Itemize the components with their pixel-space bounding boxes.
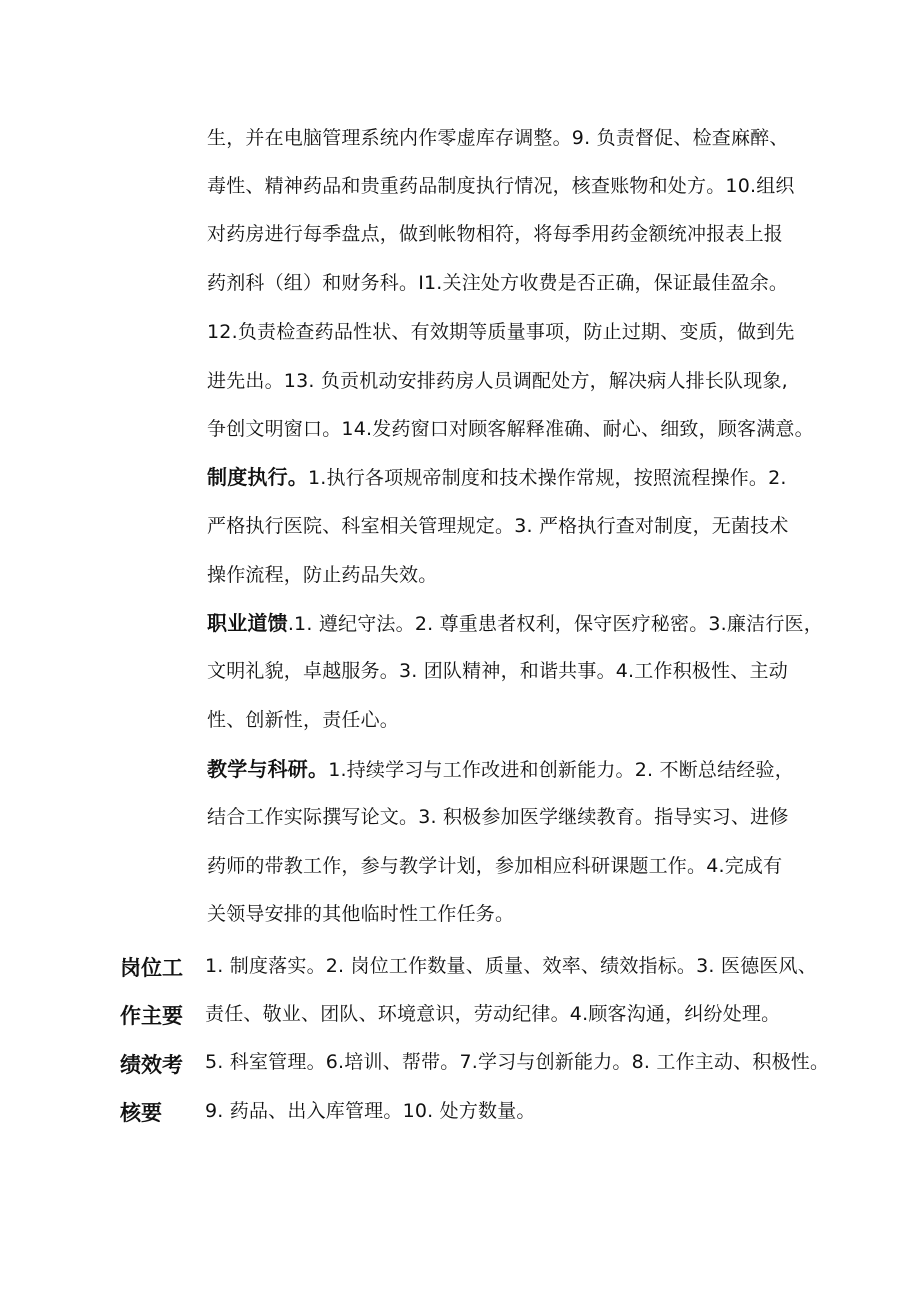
- teaching-research-line-3: 药师的带教工作，参与教学计划，参加相应科研课题工作。4.完成有: [207, 855, 783, 877]
- professional-ethics-heading: 职业道馈: [207, 611, 288, 635]
- professional-ethics-line-3: 性、创新性，责任心。: [207, 709, 400, 731]
- performance-line-4: 9. 药品、出入库管理。10. 处方数量。: [205, 1100, 536, 1122]
- system-execution-text: 1.执行各项规帝制度和技术操作常规，按照流程操作。2.: [308, 467, 787, 489]
- performance-line-1: 1. 制度落实。2. 岗位工作数量、质量、效率、绩效指标。3. 医德医风、: [205, 955, 817, 977]
- teaching-research-heading: 教学与科研。: [207, 757, 329, 781]
- duties-line-1: 生，并在电脑管理系统内作零虚库存调整。9. 负责督促、检查麻醉、: [207, 127, 789, 149]
- system-execution-line-3: 操作流程，防止药品失效。: [207, 564, 438, 586]
- duties-line-5: 12.负责检查药品性状、有效期等质量事项，防止过期、变质，做到先: [207, 321, 795, 343]
- teaching-research-first-line: [207, 755, 794, 784]
- duties-line-4: 药剂科（组）和财务科。I1.关注处方收费是否正确，保证最佳盈余。: [207, 272, 789, 294]
- teaching-research-text: 1.持续学习与工作改进和创新能力。2. 不断总结经验，: [328, 759, 794, 781]
- professional-ethics-first-line: [207, 609, 823, 638]
- duties-line-7: 争创文明窗口。14.发药窗口对顾客解释准确、耐心、细致，顾客满意。: [207, 418, 814, 440]
- performance-label-1: 岗位工: [120, 956, 183, 980]
- performance-label-4: 核要: [120, 1101, 162, 1125]
- system-execution-first-line: [207, 463, 787, 492]
- duties-line-6: 进先出。13. 负贡机动安排药房人员调配处方，解决病人排长队现象,: [207, 370, 788, 392]
- teaching-research-line-2: 结合工作实际撰写论文。3. 积极参加医学继续教育。指导实习、进修: [207, 806, 789, 828]
- duties-line-2: 毒性、精神药品和贵重药品制度执行情况，核查账物和处方。10.组织: [207, 175, 795, 197]
- duties-line-3: 对药房进行每季盘点，做到帐物相符，将每季用药金额统冲报表上报: [207, 223, 784, 245]
- performance-label-3: 绩效考: [120, 1053, 183, 1077]
- performance-line-3: 5. 科室管理。6.培训、帮带。7.学习与创新能力。8. 工作主动、积极性。: [205, 1051, 830, 1073]
- system-execution-heading: 制度执行。: [207, 465, 308, 489]
- performance-line-2: 责任、敬业、团队、环境意识，劳动纪律。4.顾客沟通，纠纷处理。: [205, 1003, 781, 1025]
- teaching-research-line-4: 关领导安排的其他临时性工作任务。: [207, 903, 515, 925]
- performance-label-2: 作主要: [120, 1004, 183, 1028]
- professional-ethics-line-2: 文明礼貌，卓越服务。3. 团队精神，和谐共事。4.工作积极性、主动: [207, 660, 788, 682]
- professional-ethics-text: .1. 遵纪守法。2. 尊重患者权利，保守医疗秘密。3.廉洁行医，: [287, 613, 823, 635]
- system-execution-line-2: 严格执行医院、科室相关管理规定。3. 严格执行查对制度，无菌技术: [207, 515, 789, 537]
